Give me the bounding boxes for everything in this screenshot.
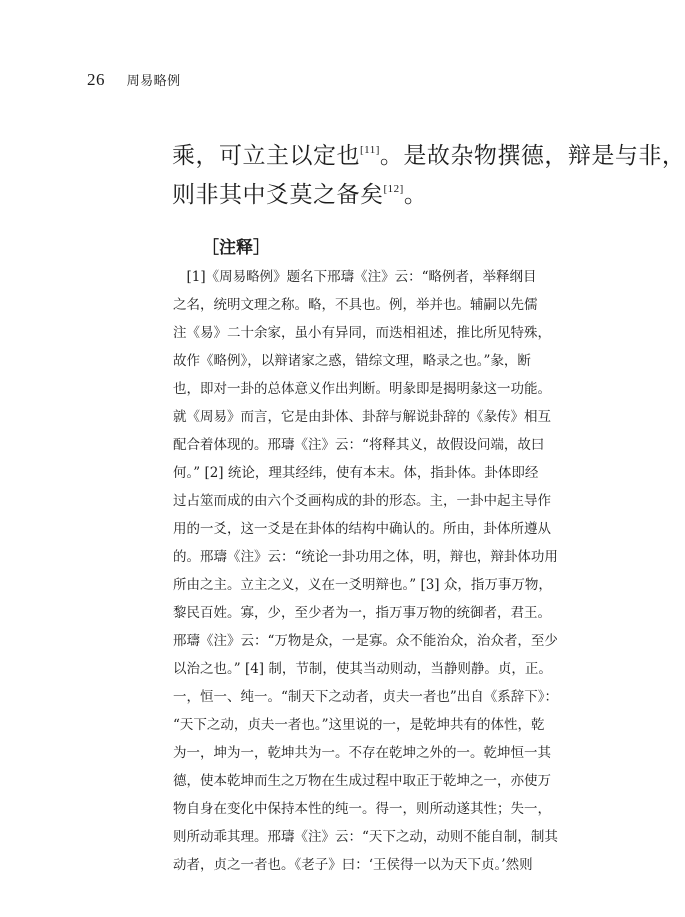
main-text-line <box>172 176 592 215</box>
note-line: 过占筮而成的由六个爻画构成的卦的形态。主，一卦中起主导作 <box>173 493 551 509</box>
note-line: 一，恒一、纯一。“制天下之动者，贞夫一者也”出自《系辞下》： <box>173 689 559 705</box>
note-line: 的。邢璹《注》云：“统论一卦功用之体，明，辩也，辩卦体功用 <box>173 549 558 565</box>
note-line: 就《周易》而言，它是由卦体、卦辞与解说卦辞的《彖传》相互 <box>173 409 551 425</box>
note-line: 物自身在变化中保持本性的纯一。得一，则所动遂其性；失一， <box>173 801 551 817</box>
note-line: 德，使本乾坤而生之万物在生成过程中取正于乾坤之一，亦使万 <box>173 773 551 789</box>
note-line: 故作《略例》，以辩诸家之惑，错综文理，略录之也。”彖，断 <box>173 353 531 369</box>
main-text-segment: 。是故杂物撰德，辩是与非， <box>379 143 685 169</box>
main-text-segment: 则非其中爻莫之备矣 <box>172 182 384 208</box>
main-text-segment: 乘，可立主以定也 <box>172 143 360 169</box>
note-line: 以治之也。” [4] 制，节制，使其当动则动，当静则静。贞，正。 <box>173 661 552 677</box>
note-line: 黎民百姓。寡，少，至少者为一，指万事万物的统御者，君王。 <box>173 605 551 621</box>
note-line: 邢璹《注》云：“万物是众，一是寡。众不能治众，治众者，至少 <box>173 633 558 649</box>
main-text-segment: 。 <box>403 182 428 208</box>
note-line: [1]《周易略例》题名下邢璹《注》云：“略例者，举释纲目 <box>173 269 537 285</box>
note-line: 配合着体现的。邢璹《注》云：“将释其义，故假设问端，故曰 <box>173 437 545 453</box>
notes-body <box>173 263 573 879</box>
note-line: 之名，统明文理之称。略，不具也。例，举并也。辅嗣以先儒 <box>173 297 538 313</box>
notes-heading: ［注释］ <box>202 238 270 258</box>
note-line: 则所动乖其理。邢璹《注》云：“天下之动，动则不能自制，制其 <box>173 829 558 845</box>
main-text <box>172 137 685 215</box>
page-number: 26 <box>87 70 105 89</box>
note-line: 用的一爻，这一爻是在卦体的结构中确认的。所由，卦体所遵从 <box>173 521 551 537</box>
running-title: 周易略例 <box>126 74 181 89</box>
running-header <box>87 70 181 90</box>
note-line: “天下之动，贞夫一者也。”这里说的一，是乾坤共有的体性，乾 <box>173 717 545 733</box>
note-line: 注《易》二十余家，虽小有异同，而迭相祖述，推比所见特殊， <box>173 325 551 341</box>
note-line: 动者，贞之一者也。《老子》曰：‘王侯得一以为天下贞。’然则 <box>173 857 533 873</box>
note-line: 也，即对一卦的总体意义作出判断。明彖即是揭明彖这一功能。 <box>173 381 551 397</box>
note-line: 所由之主。立主之义，义在一爻明辩也。” [3] 众，指万事万物， <box>173 577 552 593</box>
main-text-line <box>172 137 685 176</box>
footnote-ref-12: [12] <box>383 183 404 195</box>
footnote-ref-11: [11] <box>360 144 380 156</box>
note-line: 何。” [2] 统论，理其经纬，使有本末。体，指卦体。卦体即经 <box>173 465 539 481</box>
note-line: 为一，坤为一，乾坤共为一。不存在乾坤之外的一。乾坤恒一其 <box>173 745 551 761</box>
